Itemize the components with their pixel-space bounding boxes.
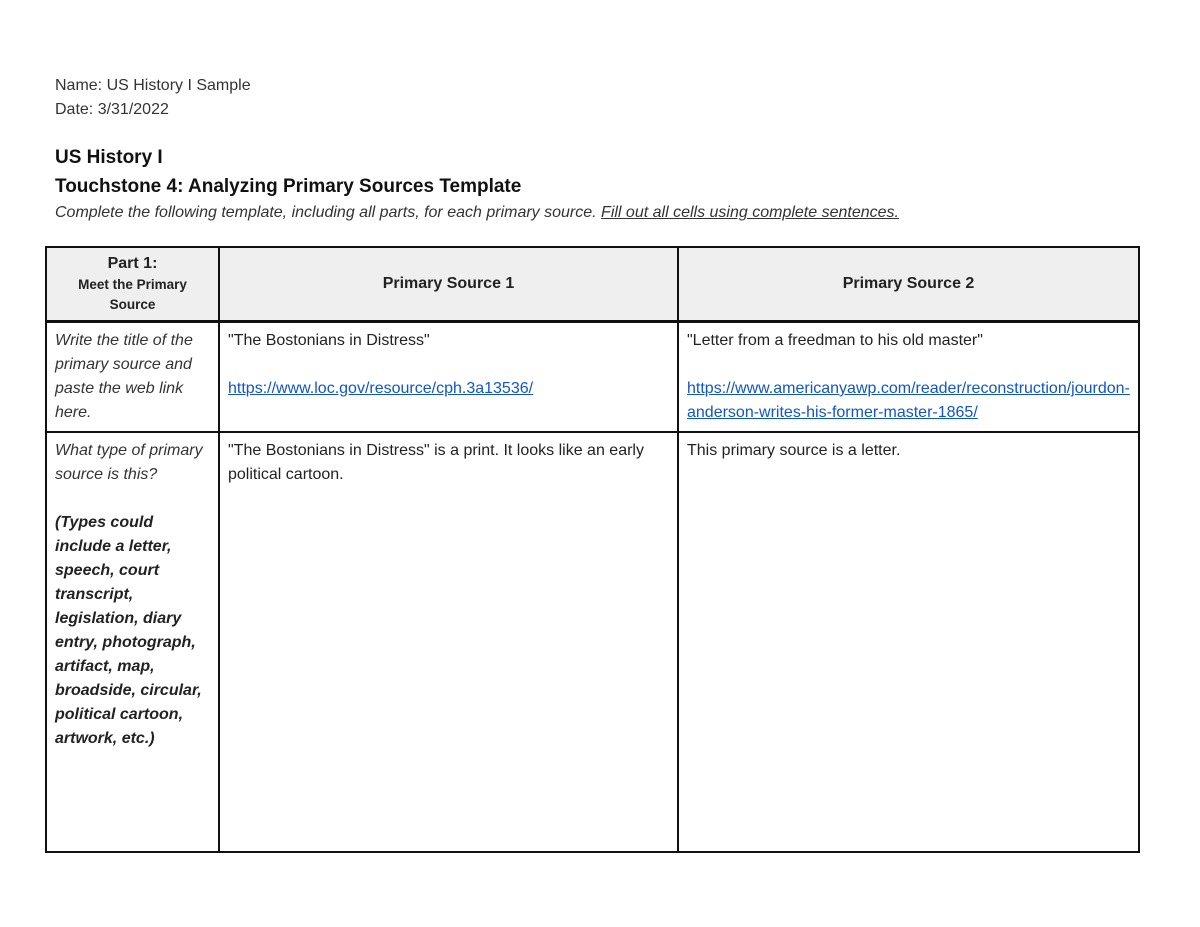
student-meta bbox=[55, 74, 251, 122]
prompt-title-link: Write the title of the primary source and paste the web link here. bbox=[55, 332, 193, 421]
source-2-type-answer: This primary source is a letter. bbox=[687, 442, 901, 459]
document-title: Touchstone 4: Analyzing Primary Sources Template bbox=[55, 176, 522, 197]
source-1-title: "The Bostonians in Distress" bbox=[228, 332, 430, 349]
name-line: Name: US History I Sample bbox=[55, 77, 251, 94]
instructions-text: Complete the following template, including all parts, for each primary source. bbox=[55, 204, 602, 221]
source-1-type-answer: "The Bostonians in Distress" is a print. It looks like an early political cartoon. bbox=[228, 442, 644, 483]
prompt-source-type: What type of primary source is this? bbox=[55, 442, 203, 483]
instructions-emphasis: Fill out all cells using complete sentences. bbox=[601, 204, 899, 221]
source-2-title: "Letter from a freedman to his old master" bbox=[687, 332, 983, 349]
part-header-cell bbox=[46, 247, 219, 322]
primary-sources-table bbox=[45, 246, 1140, 853]
source-1-link[interactable]: https://www.loc.gov/resource/cph.3a13536/ bbox=[228, 380, 534, 397]
table-row bbox=[46, 322, 1139, 433]
primary-source-1-header: Primary Source 1 bbox=[219, 247, 678, 322]
source-1-type-cell[interactable] bbox=[219, 432, 678, 852]
prompt-source-type-note: (Types could include a letter, speech, court transcript, legislation, diary entry, photograph, artifact, map, broadside, circular, political cartoon, artwork, etc.) bbox=[55, 514, 202, 747]
title-block bbox=[55, 143, 899, 225]
date-line: Date: 3/31/2022 bbox=[55, 101, 169, 118]
source-2-type-cell[interactable] bbox=[678, 432, 1139, 852]
table-row bbox=[46, 432, 1139, 852]
instructions bbox=[55, 201, 899, 225]
source-2-title-cell[interactable] bbox=[678, 322, 1139, 433]
source-1-title-cell[interactable] bbox=[219, 322, 678, 433]
course-title: US History I bbox=[55, 147, 163, 168]
primary-source-2-header: Primary Source 2 bbox=[678, 247, 1139, 322]
table-header-row bbox=[46, 247, 1139, 322]
part-subtitle: Meet the Primary Source bbox=[78, 277, 187, 312]
prompt-cell bbox=[46, 432, 219, 852]
prompt-cell bbox=[46, 322, 219, 433]
source-2-link[interactable]: https://www.americanyawp.com/reader/reconstruction/jourdon-anderson-writes-his-former-master-1865/ bbox=[687, 380, 1130, 421]
part-label: Part 1: bbox=[107, 255, 158, 272]
